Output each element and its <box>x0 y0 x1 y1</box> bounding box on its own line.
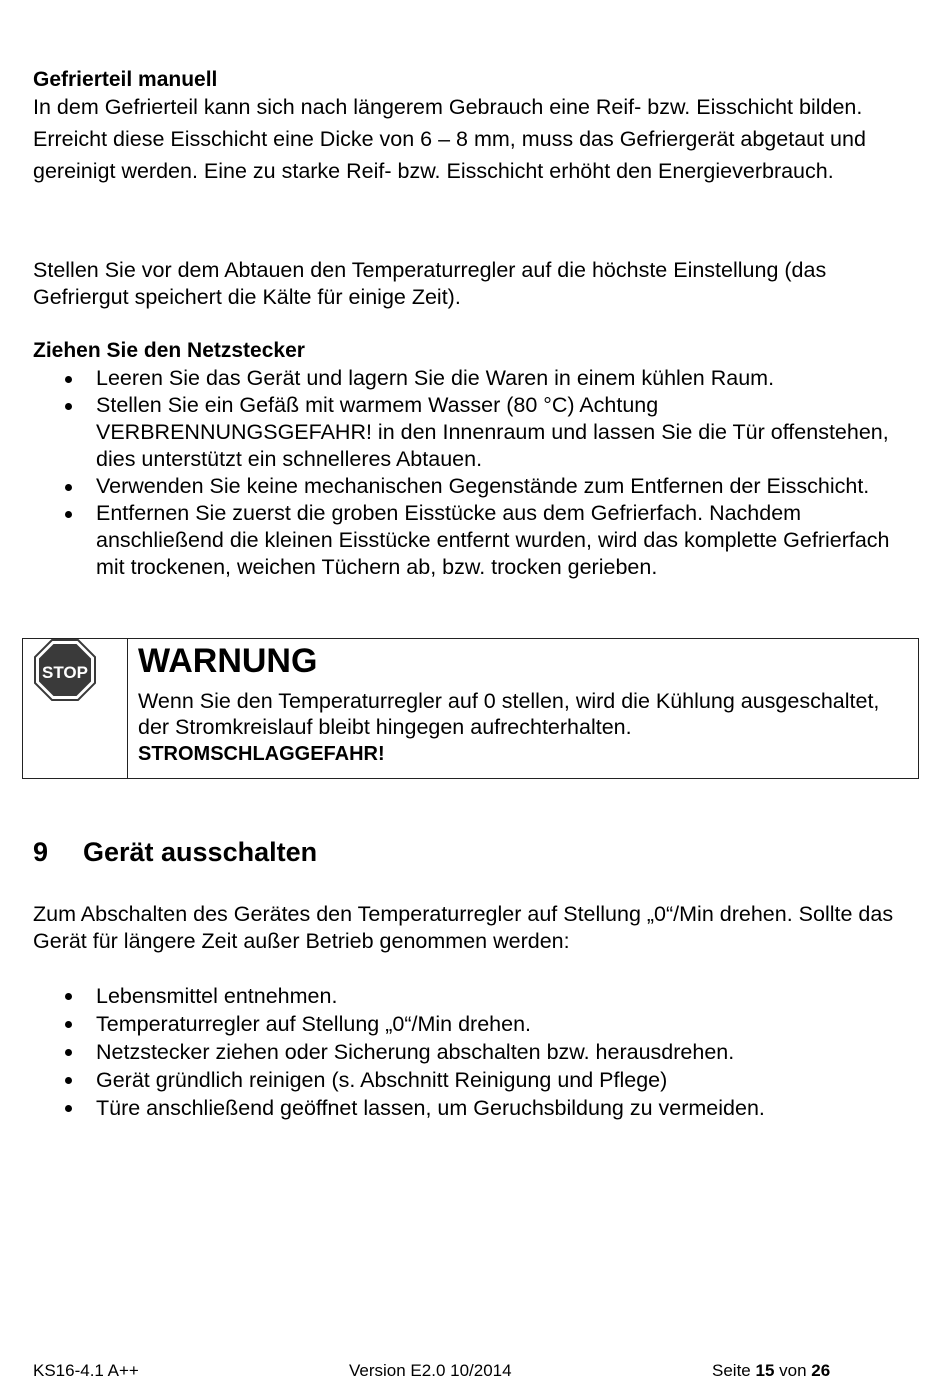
warning-electric-shock: STROMSCHLAGGEFAHR! <box>138 743 385 765</box>
bullet-icon <box>65 993 72 1000</box>
list-item: Entfernen Sie zuerst die groben Eisstücke aus dem Gefrierfach. Nachdem anschließend die kleinen Eisstücke entfernt wurden, wird das komplette Gefrierfach mit trockenen, weichen Tüchern ab, bzw. trocken gerieben. <box>33 500 913 581</box>
bullet-icon <box>65 1049 72 1056</box>
stop-sign-label: STOP <box>42 663 88 682</box>
footer-page-number: Seite 15 von 26 <box>712 1361 831 1380</box>
bullet-icon <box>65 403 72 410</box>
section-heading-switch-off <box>33 834 317 870</box>
paragraph-temperature-setting: Stellen Sie vor dem Abtauen den Temperaturregler auf die höchste Einstellung (das Gefriergut speichert die Kälte für einige Zeit). <box>33 258 827 309</box>
list-item: Netzstecker ziehen oder Sicherung abschalten bzw. herausdrehen. <box>33 1038 913 1066</box>
list-item: Gerät gründlich reinigen (s. Abschnitt Reinigung und Pflege) <box>33 1066 913 1094</box>
list-item: Türe anschließend geöffnet lassen, um Geruchsbildung zu vermeiden. <box>33 1094 913 1122</box>
footer-version: Version E2.0 10/2014 <box>349 1361 512 1380</box>
bullet-icon <box>65 1077 72 1084</box>
list-item: Lebensmittel entnehmen. <box>33 982 913 1010</box>
warning-message: Wenn Sie den Temperaturregler auf 0 stellen, wird die Kühlung ausgeschaltet, der Stromkreislauf bleibt hingegen aufrechterhalten. <box>138 689 880 739</box>
section-title: Gerät ausschalten <box>83 837 318 867</box>
list-item: Stellen Sie ein Gefäß mit warmem Wasser (80 °C) Achtung VERBRENNUNGSGEFAHR! in den Innenraum und lassen Sie die Tür offenstehen, dies unterstützt ein schnelleres Abtauen. <box>33 392 913 473</box>
bullet-icon <box>65 1105 72 1112</box>
subtitle-unplug: Ziehen Sie den Netzstecker <box>33 339 305 362</box>
bullet-icon <box>65 484 72 491</box>
bullet-icon <box>65 376 72 383</box>
section-number: 9 <box>33 837 49 867</box>
paragraph-switch-off: Zum Abschalten des Gerätes den Temperaturregler auf Stellung „0“/Min drehen. Sollte das Gerät für längere Zeit außer Betrieb genommen werden: <box>33 902 894 953</box>
warning-box <box>22 638 919 779</box>
defrost-steps-list <box>33 365 913 581</box>
warning-icon-cell <box>23 639 128 778</box>
switch-off-steps-list <box>33 982 913 1122</box>
section-title-freezer-manual: Gefrierteil manuell <box>33 68 218 91</box>
bullet-icon <box>65 511 72 518</box>
list-item: Temperaturregler auf Stellung „0“/Min drehen. <box>33 1010 913 1038</box>
total-pages: 26 <box>811 1361 831 1380</box>
warning-title: WARNUNG <box>138 642 318 680</box>
warning-text <box>138 688 908 767</box>
stop-sign-icon <box>34 639 96 701</box>
paragraph-ice-layer: In dem Gefrierteil kann sich nach längerem Gebrauch eine Reif- bzw. Eisschicht bilden. Erreicht diese Eisschicht eine Dicke von 6 – 8 mm, muss das Gefriergerät abgetaut und gereinigt werden. Eine zu starke Reif- bzw. Eisschicht erhöht den Energieverbrauch. <box>33 95 866 183</box>
footer-model: KS16-4.1 A++ <box>33 1361 139 1380</box>
current-page: 15 <box>755 1361 775 1380</box>
bullet-icon <box>65 1021 72 1028</box>
list-item: Leeren Sie das Gerät und lagern Sie die Waren in einem kühlen Raum. <box>33 365 913 392</box>
list-item: Verwenden Sie keine mechanischen Gegenstände zum Entfernen der Eisschicht. <box>33 473 913 500</box>
